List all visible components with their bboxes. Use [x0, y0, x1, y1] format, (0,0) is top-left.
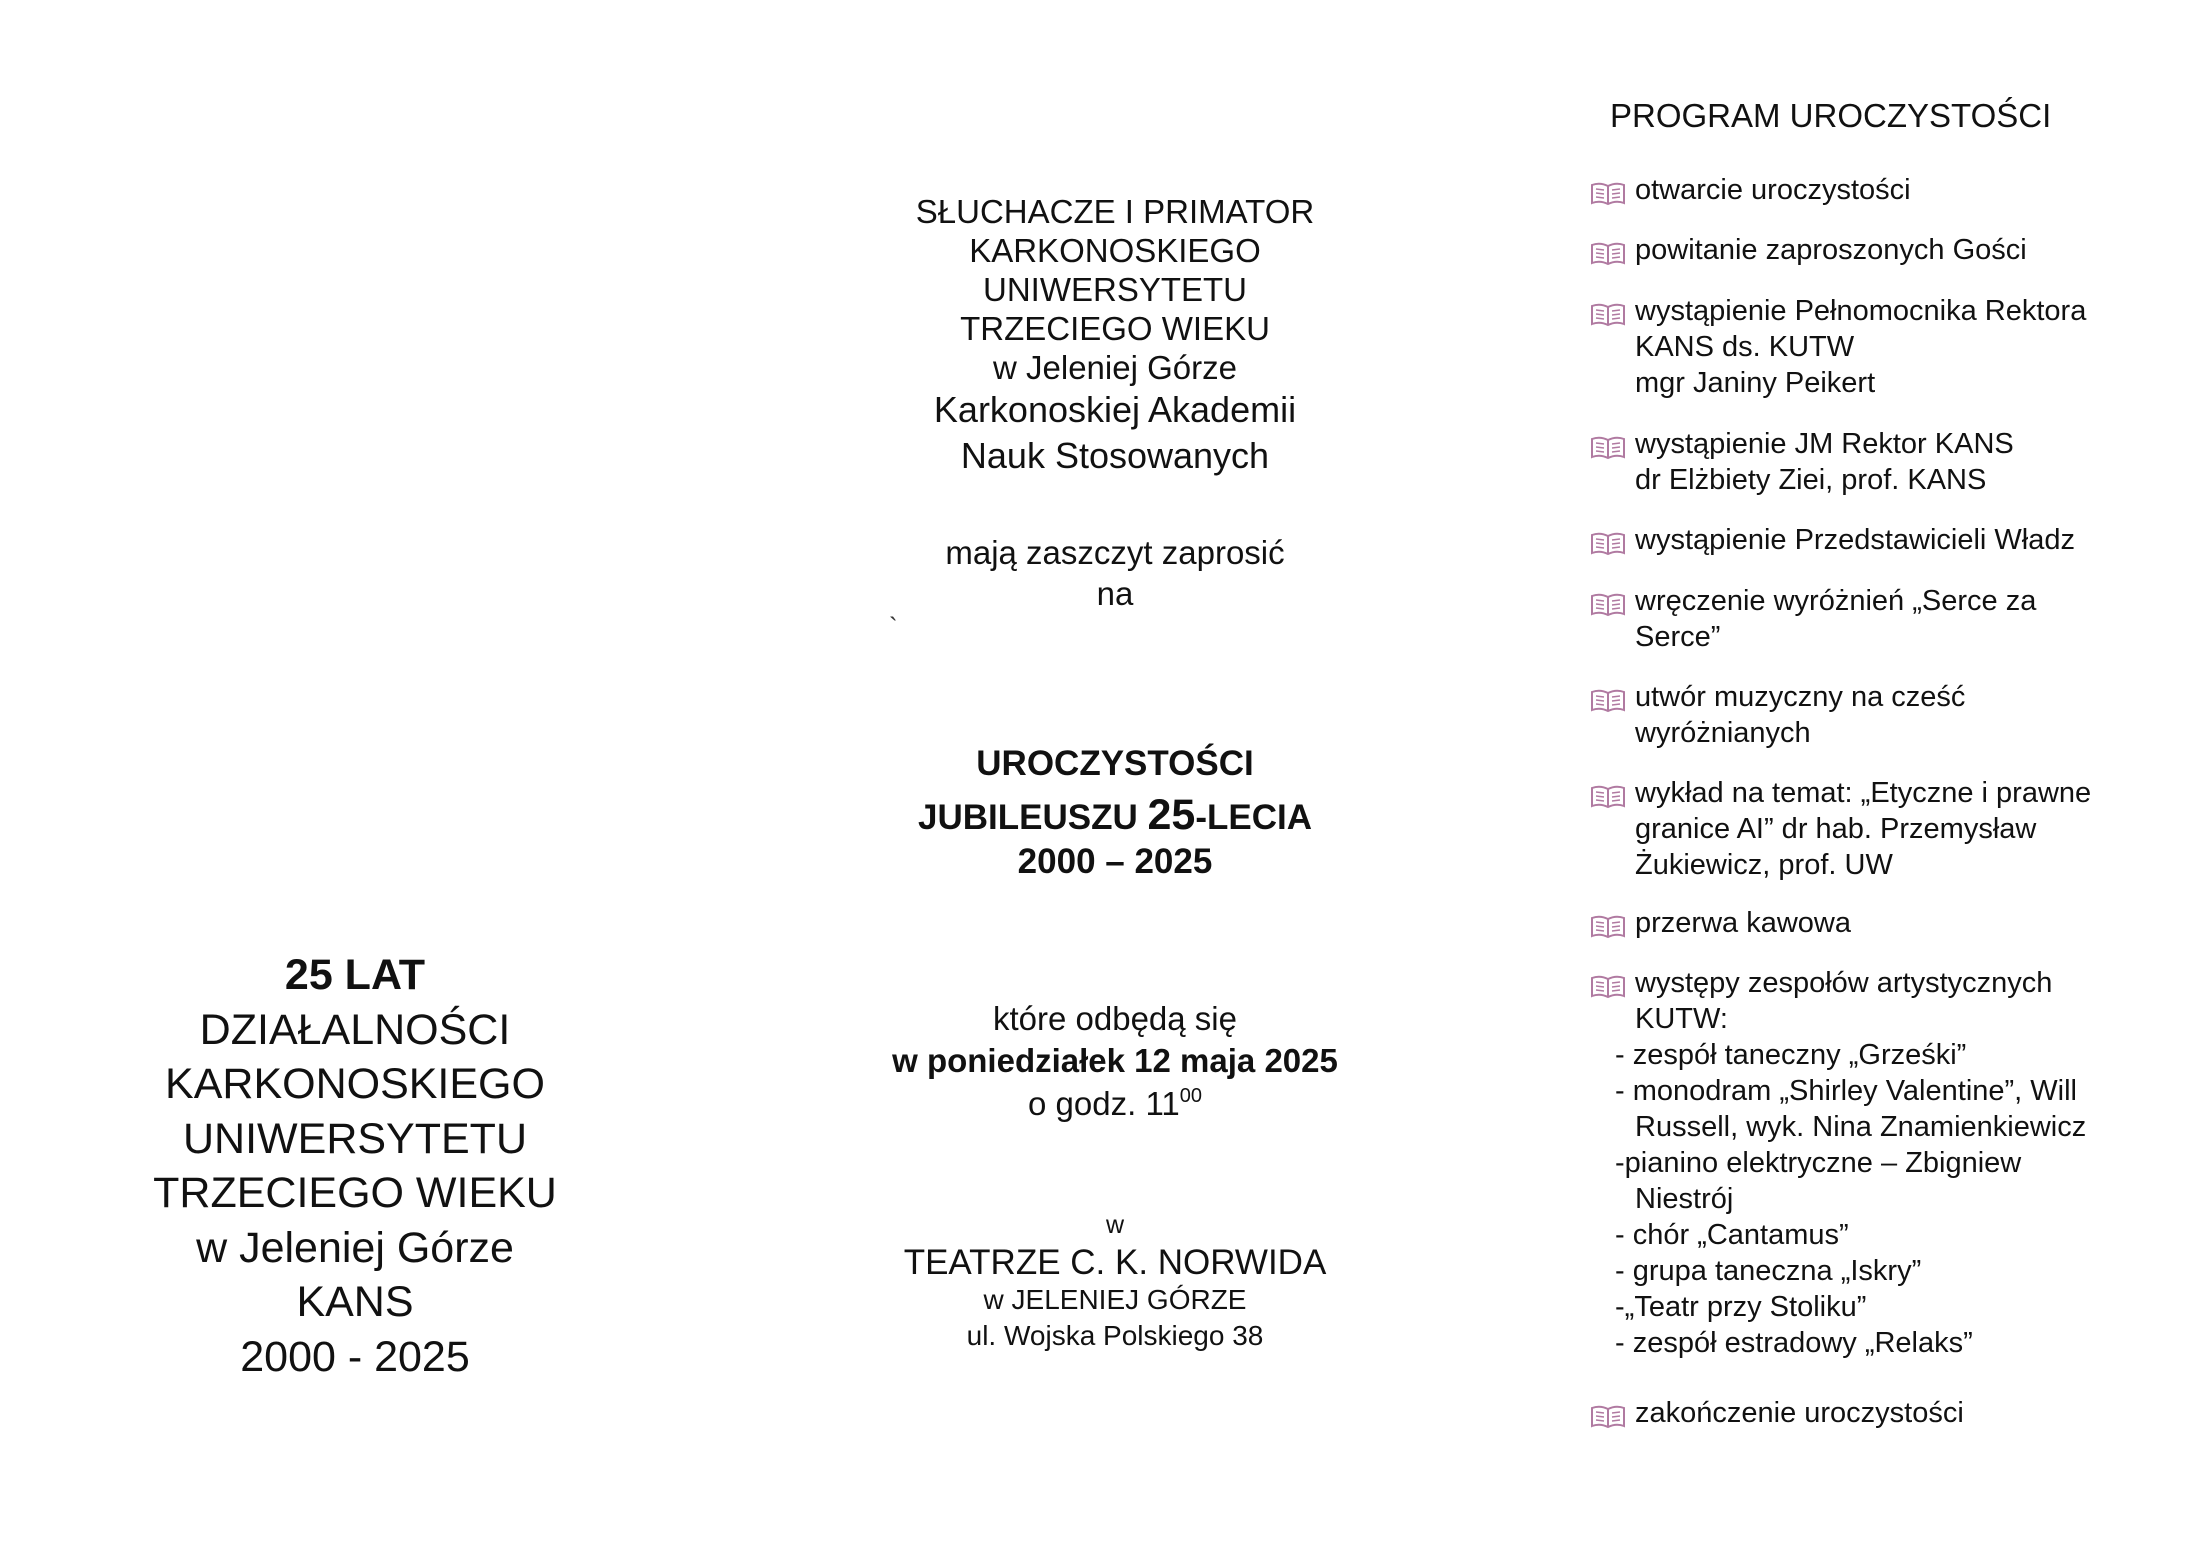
program-item-text: KUTW: [1635, 1003, 1728, 1035]
open-book-icon [1590, 529, 1626, 553]
invite-line: na [1096, 575, 1134, 612]
program-item-text: powitanie zaproszonych Gości [1635, 234, 2027, 266]
program-item-text: przerwa kawowa [1635, 907, 1851, 939]
performance-line: Russell, wyk. Nina Znamienkiewicz [1635, 1111, 2087, 1143]
performance-line: Niestrój [1635, 1183, 1734, 1215]
program-item [1590, 583, 2200, 655]
open-book-icon [1590, 433, 1626, 457]
program-item-text: utwór muzyczny na cześć [1635, 681, 1966, 713]
program-item [1590, 172, 2200, 208]
program-item-text: Serce” [1635, 621, 1721, 653]
cover-text [0, 948, 710, 1384]
program-item [1590, 232, 2200, 268]
cover-line: TRZECIEGO WIEKU [153, 1169, 557, 1217]
cover-line: 25 LAT [284, 951, 426, 999]
performance-line: - grupa taneczna „Iskry” [1615, 1255, 1922, 1287]
program-item-text: otwarcie uroczystości [1635, 174, 1911, 206]
performance-line: - monodram „Shirley Valentine”, Will [1615, 1075, 2077, 1107]
cover-line: w Jeleniej Górze [196, 1223, 514, 1272]
performance-line: - zespół taneczny „Grześki” [1615, 1039, 1967, 1071]
program-item [1590, 679, 2200, 751]
open-book-icon [1590, 239, 1626, 263]
open-book-icon [1590, 782, 1626, 806]
program-panel [1590, 0, 2190, 1555]
program-title: PROGRAM UROCZYSTOŚCI [1610, 97, 2052, 134]
open-book-icon [1590, 972, 1626, 996]
organizer-line: TRZECIEGO WIEKU [960, 310, 1270, 347]
performance-line: - chór „Cantamus” [1615, 1219, 1849, 1251]
invite-line: mają zaszczyt zaprosić [945, 534, 1285, 571]
venue-preposition: w [1105, 1211, 1125, 1239]
cover-line: DZIAŁALNOŚCI [199, 1005, 511, 1054]
program-item-text: wykład na temat: „Etyczne i prawne [1635, 777, 2092, 809]
venue-address: ul. Wojska Polskiego 38 [966, 1320, 1264, 1351]
program-item-text: dr Elżbiety Ziei, prof. KANS [1635, 464, 1987, 496]
program-item-text: wystąpienie Pełnomocnika Rektora [1635, 295, 2087, 327]
program-item-text: granice AI” dr hab. Przemysław [1635, 813, 2037, 845]
program-item [1590, 293, 2200, 401]
open-book-icon [1590, 300, 1626, 324]
event-time: o godz. $11^{00}$ [1028, 1085, 1202, 1122]
cover-panel [0, 0, 710, 1555]
event-title: UROCZYSTOŚCI [976, 744, 1254, 783]
event-date: w poniedziałek 12 maja 2025 [892, 1042, 1338, 1079]
organizer-line: KARKONOSKIEGO [969, 232, 1261, 269]
event-years: 2000 – 2025 [1017, 842, 1213, 881]
performance-line: -„Teatr przy Stoliku” [1615, 1291, 1867, 1323]
organizer-line: Karkonoskiej Akademii [933, 389, 1297, 430]
cover-line: 2000 - 2025 [240, 1332, 470, 1381]
when-intro: które odbędą się [992, 1000, 1237, 1037]
organizer-line: UNIWERSYTETU [983, 271, 1247, 308]
performance-line: -pianino elektryczne – Zbigniew [1615, 1147, 2022, 1179]
venue-name: TEATRZE C. K. NORWIDA [903, 1243, 1327, 1282]
open-book-icon [1590, 1402, 1626, 1426]
program-item-text: występy zespołów artystycznych [1635, 967, 2053, 999]
event-anniversary-number: 25 [1147, 791, 1196, 839]
cover-line: KANS [296, 1278, 414, 1326]
program-item-text: wyróżnianych [1635, 717, 1811, 749]
program-item-text: KANS ds. KUTW [1635, 331, 1855, 363]
open-book-icon [1590, 912, 1626, 936]
program-item [1590, 426, 2200, 498]
program-item-text: wystąpienie Przedstawicieli Władz [1635, 524, 2075, 556]
program-item-text: wręczenie wyróżnień „Serce za [1635, 585, 2037, 617]
program-item-text: Żukiewicz, prof. UW [1635, 849, 1893, 881]
program-item-text: mgr Janiny Peikert [1635, 367, 1876, 399]
performance-line: - zespół estradowy „Relaks” [1615, 1327, 1973, 1359]
program-item [1590, 522, 2200, 558]
cover-line: KARKONOSKIEGO [165, 1060, 545, 1108]
program-item-text: wystąpienie JM Rektor KANS [1635, 428, 2014, 460]
program-item [1590, 905, 2200, 941]
program-item-text: zakończenie uroczystości [1635, 1397, 1964, 1429]
invitation-panel [800, 0, 1430, 1555]
program-item [1590, 1395, 2200, 1431]
event-subtitle: JUBILEUSZU 25-LECIA [918, 791, 1312, 839]
open-book-icon [1590, 686, 1626, 710]
organizer-line: Nauk Stosowanych [960, 435, 1270, 476]
open-book-icon [1590, 179, 1626, 203]
program-item [1590, 775, 2200, 883]
stray-mark: ` [889, 612, 898, 642]
program-item [1590, 965, 2200, 1037]
open-book-icon [1590, 590, 1626, 614]
cover-line: UNIWERSYTETU [183, 1114, 527, 1163]
organizer-line: w Jeleniej Górze [993, 349, 1237, 386]
venue-city: w JELENIEJ GÓRZE [983, 1284, 1247, 1315]
organizer-line: SŁUCHACZE I PRIMATOR [915, 193, 1315, 230]
